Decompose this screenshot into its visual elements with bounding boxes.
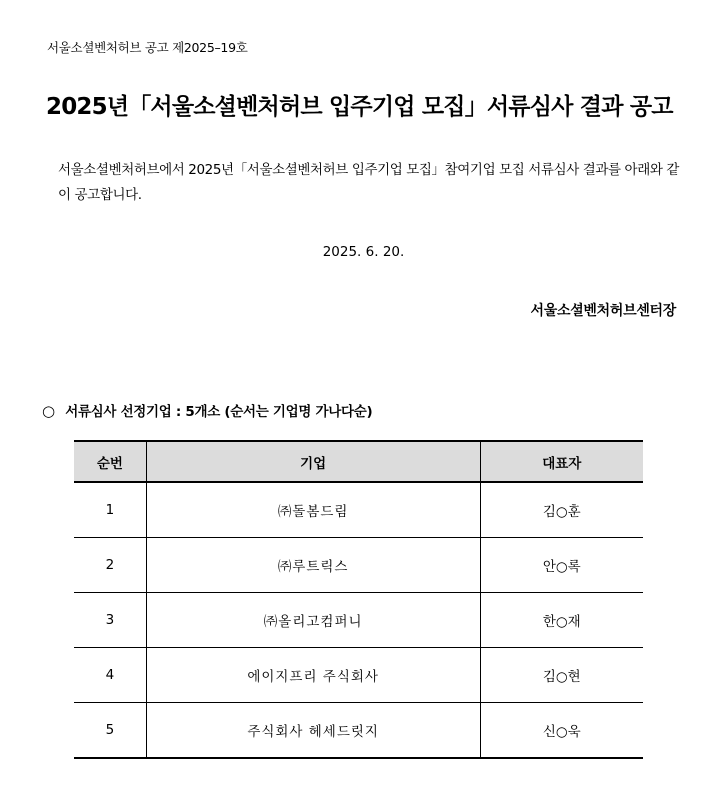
row-representative: 한○재 (480, 593, 643, 648)
section-heading (42, 400, 372, 420)
table-row (74, 538, 643, 593)
row-no: 3 (74, 593, 146, 648)
row-company: 주식회사 헤세드릿지 (146, 703, 480, 759)
row-company: ㈜올리고컴퍼니 (146, 593, 480, 648)
row-no: 4 (74, 648, 146, 703)
section-heading-text: 서류심사 선정기업 : 5개소 (순서는 기업명 가나다순) (65, 404, 373, 420)
header-representative: 대표자 (480, 441, 643, 482)
page-title: 2025년「서울소셜벤처허브 입주기업 모집」서류심사 결과 공고 (46, 94, 673, 120)
table-header-row (74, 441, 643, 482)
document-number: 서울소셜벤처허브 공고 제2025–19호 (47, 40, 248, 55)
circle-bullet-icon: ○ (42, 402, 55, 420)
table-row (74, 482, 643, 538)
table-row (74, 648, 643, 703)
selection-results-table (74, 440, 643, 759)
row-no: 1 (74, 482, 146, 538)
row-representative: 신○욱 (480, 703, 643, 759)
intro-paragraph: 서울소셜벤처허브에서 2025년「서울소셜벤처허브 입주기업 모집」참여기업 모집 서류심사 결과를 아래와 같이 공고합니다. (58, 162, 680, 203)
row-representative: 김○현 (480, 648, 643, 703)
row-no: 5 (74, 703, 146, 759)
announcement-date: 2025. 6. 20. (322, 244, 405, 260)
signer-name: 서울소셜벤처허브센터장 (530, 303, 676, 319)
table-row (74, 703, 643, 759)
row-no: 2 (74, 538, 146, 593)
row-company: 에이지프리 주식회사 (146, 648, 480, 703)
header-no: 순번 (74, 441, 146, 482)
table-row (74, 593, 643, 648)
row-company: ㈜루트릭스 (146, 538, 480, 593)
row-representative: 안○록 (480, 538, 643, 593)
row-company: ㈜돌봄드림 (146, 482, 480, 538)
header-company: 기업 (146, 441, 480, 482)
row-representative: 김○훈 (480, 482, 643, 538)
